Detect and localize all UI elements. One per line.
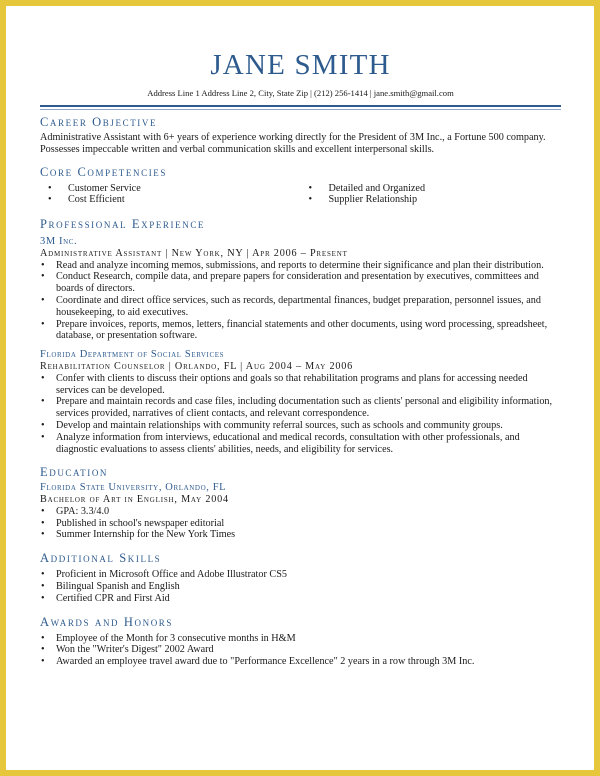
section-title-career-objective: Career Objective	[40, 115, 158, 129]
candidate-name: JANE SMITH	[210, 49, 391, 81]
duty-item: • Confer with clients to discuss their options and goals so that rehabilitation programs and plans for accessing needed services can be developed.	[40, 373, 561, 397]
objective-text: Administrative Assistant with 6+ years of experience working directly for the President of 3M Inc., a Fortune 500 company. Possesses impeccable written and verbal communication skills and excellent interpersonal skills.	[40, 132, 546, 155]
section-title-additional-skills: Additional Skills	[40, 551, 162, 566]
duty-item: • Read and analyze incoming memos, submissions, and reports to determine their significance and plan their distribution.	[40, 260, 561, 272]
skill-item: • Proficient in Microsoft Office and Adobe Illustrator CS5	[40, 569, 561, 581]
section-title-core-competencies: Core Competencies	[40, 164, 168, 179]
job-role-line: Rehabilitation Counselor | Orlando, FL | Aug 2004 – May 2006	[40, 361, 354, 373]
school-name: Florida State University, Orlando, FL	[40, 482, 227, 494]
header-rule-thick	[40, 105, 561, 107]
skill-item: • Certified CPR and First Aid	[40, 593, 561, 605]
duty-item: • Conduct Research, compile data, and prepare papers for consideration and presentation by executives, committees and boards of directors.	[40, 271, 561, 295]
job-entry	[40, 349, 561, 455]
section-professional-experience	[40, 217, 561, 455]
duty-item: • Prepare and maintain records and case files, including documentation such as clients' personal and eligibility information, services provided, narratives of client contacts, and relevant correspondence.	[40, 396, 561, 420]
award-item: • Awarded an employee travel award due to "Performance Excellence" 2 years in a row through 3M Inc.	[40, 656, 561, 668]
award-item: • Employee of the Month for 3 consecutive months in H&M	[40, 633, 561, 645]
competencies-grid	[40, 183, 561, 207]
section-title-awards-honors: Awards and Honors	[40, 614, 174, 629]
section-awards-honors	[40, 615, 561, 668]
job-role-line: Administrative Assistant | New York, NY | Apr 2006 – Present	[40, 248, 348, 260]
job-employer: 3M Inc.	[40, 236, 78, 248]
awards-list	[40, 633, 561, 668]
contact-line: Address Line 1 Address Line 2, City, State Zip | (212) 256-1414 | jane.smith@gmail.com	[147, 88, 454, 98]
job-employer: Florida Department of Social Services	[40, 349, 225, 361]
job-duties	[40, 260, 561, 343]
section-education	[40, 465, 561, 541]
section-title-education: Education	[40, 465, 109, 480]
header-rule-thin	[40, 109, 561, 110]
education-item: • Published in school's newspaper editorial	[40, 518, 561, 530]
section-core-competencies	[40, 165, 561, 207]
competency-item: • Supplier Relationship	[301, 194, 562, 206]
duty-item: • Coordinate and direct office services, such as records, departmental finances, budget preparation, personnel issues, and housekeeping, to aid executives.	[40, 295, 561, 319]
skill-item: • Bilingual Spanish and English	[40, 581, 561, 593]
section-career-objective	[40, 115, 561, 156]
job-duties	[40, 373, 561, 456]
resume-page	[6, 6, 594, 770]
competencies-column-left	[40, 183, 301, 207]
award-item: • Won the "Writer's Digest" 2002 Award	[40, 644, 561, 656]
education-item: • GPA: 3.3/4.0	[40, 506, 561, 518]
competency-item: • Detailed and Organized	[301, 183, 562, 195]
duty-item: • Analyze information from interviews, educational and medical records, consultation with other professionals, and diagnostic evaluations to assess clients' abilities, needs, and eligibility for services.	[40, 432, 561, 456]
competencies-column-right	[301, 183, 562, 207]
education-item: • Summer Internship for the New York Times	[40, 529, 561, 541]
duty-item: • Develop and maintain relationships with community referral sources, such as schools and community groups.	[40, 420, 561, 432]
job-entry	[40, 236, 561, 342]
section-title-professional-experience: Professional Experience	[40, 217, 206, 232]
section-additional-skills	[40, 551, 561, 604]
competency-item: • Customer Service	[40, 183, 301, 195]
degree-line: Bachelor of Art in English, May 2004	[40, 494, 229, 506]
duty-item: • Prepare invoices, reports, memos, letters, financial statements and other documents, using word processing, spreadsheet, database, or presentation software.	[40, 319, 561, 343]
skills-list	[40, 569, 561, 604]
education-details	[40, 506, 561, 541]
competency-item: • Cost Efficient	[40, 194, 301, 206]
